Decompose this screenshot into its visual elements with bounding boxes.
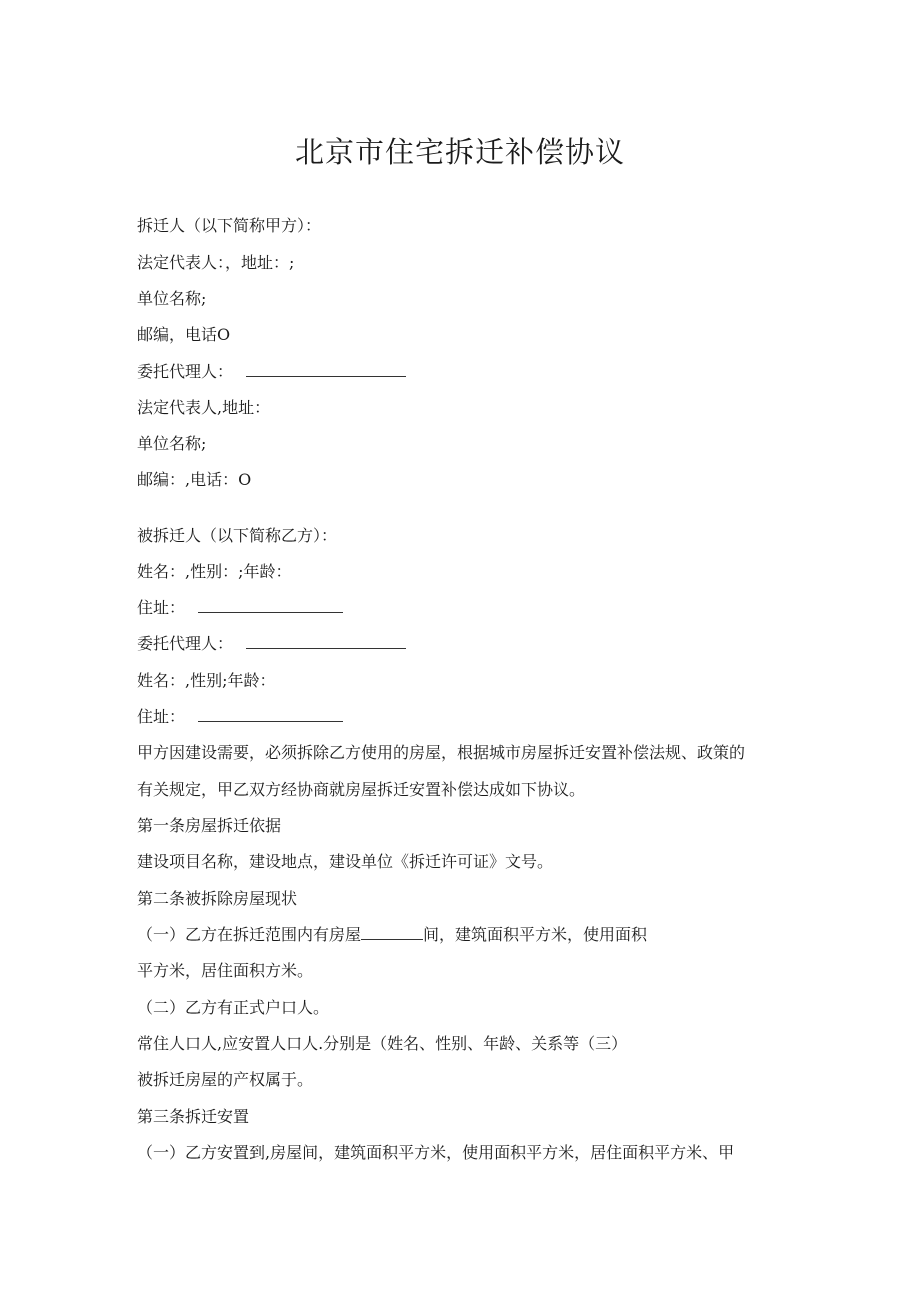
- party-b-agent-line: [137, 634, 406, 654]
- party-a-agent-line: [137, 362, 406, 382]
- party-b-agent-address-line: [137, 707, 343, 727]
- party-a-heading: 拆迁人（以下简称甲方）：: [137, 216, 322, 235]
- article-2-item-1-line-2: 平方米，居住面积方米。: [137, 961, 314, 980]
- preamble-line-1: 甲方因建设需要，必须拆除乙方使用的房屋，根据城市房屋拆迁安置补偿法规、政策的: [137, 743, 746, 762]
- party-b-heading: 被拆迁人（以下简称乙方）：: [137, 526, 338, 545]
- article-3-heading: 第三条拆迁安置: [137, 1107, 250, 1126]
- party-b-address-blank: [198, 598, 343, 613]
- article-2-heading: 第二条被拆除房屋现状: [137, 889, 298, 908]
- article-2-item-1-post: 间，建筑面积平方米，使用面积: [423, 925, 648, 944]
- article-2-ownership: 被拆迁房屋的产权属于。: [137, 1070, 314, 1089]
- party-b-agent-address-label: 住址：: [137, 707, 186, 726]
- party-a-post-phone: 邮编，电话O: [137, 325, 231, 344]
- party-a-agent-post-phone: 邮编：,电话：O: [137, 470, 252, 489]
- party-b-agent-name-gender-age: 姓名：,性别;年龄：: [137, 671, 276, 690]
- party-a-agent-blank: [246, 362, 406, 377]
- document-title: 北京市住宅拆迁补偿协议: [294, 135, 625, 169]
- party-b-address-label: 住址：: [137, 598, 186, 617]
- article-1-text: 建设项目名称，建设地点，建设单位《拆迁许可证》文号。: [137, 852, 554, 871]
- article-2-room-count-blank: [361, 925, 423, 940]
- party-b-address-line: [137, 598, 343, 618]
- party-b-agent-label: 委托代理人：: [137, 634, 234, 653]
- article-2-item-1: [137, 925, 647, 945]
- party-b-agent-address-blank: [198, 707, 343, 722]
- party-a-rep-address: 法定代表人：，地址：;: [137, 253, 295, 272]
- party-a-agent-label: 委托代理人：: [137, 362, 234, 381]
- preamble-line-2: 有关规定，甲乙双方经协商就房屋拆迁安置补偿达成如下协议。: [137, 780, 586, 799]
- party-a-unit-name: 单位名称;: [137, 289, 207, 308]
- party-b-name-gender-age: 姓名：,性别：;年龄：: [137, 562, 292, 581]
- party-b-agent-blank: [246, 634, 406, 649]
- article-2-item-1-pre: （一）乙方在拆迁范围内有房屋: [137, 925, 362, 944]
- article-1-heading: 第一条房屋拆迁依据: [137, 816, 282, 835]
- party-a-agent-unit-name: 单位名称;: [137, 434, 207, 453]
- article-3-item-1: （一）乙方安置到,房屋间，建筑面积平方米，使用面积平方米，居住面积平方米、甲: [137, 1143, 735, 1162]
- article-2-residents: 常住人口人,应安置人口人.分别是（姓名、性别、年龄、关系等（三）: [137, 1034, 628, 1053]
- article-2-item-2: （二）乙方有正式户口人。: [137, 998, 330, 1017]
- party-a-agent-rep-address: 法定代表人,地址：: [137, 398, 271, 417]
